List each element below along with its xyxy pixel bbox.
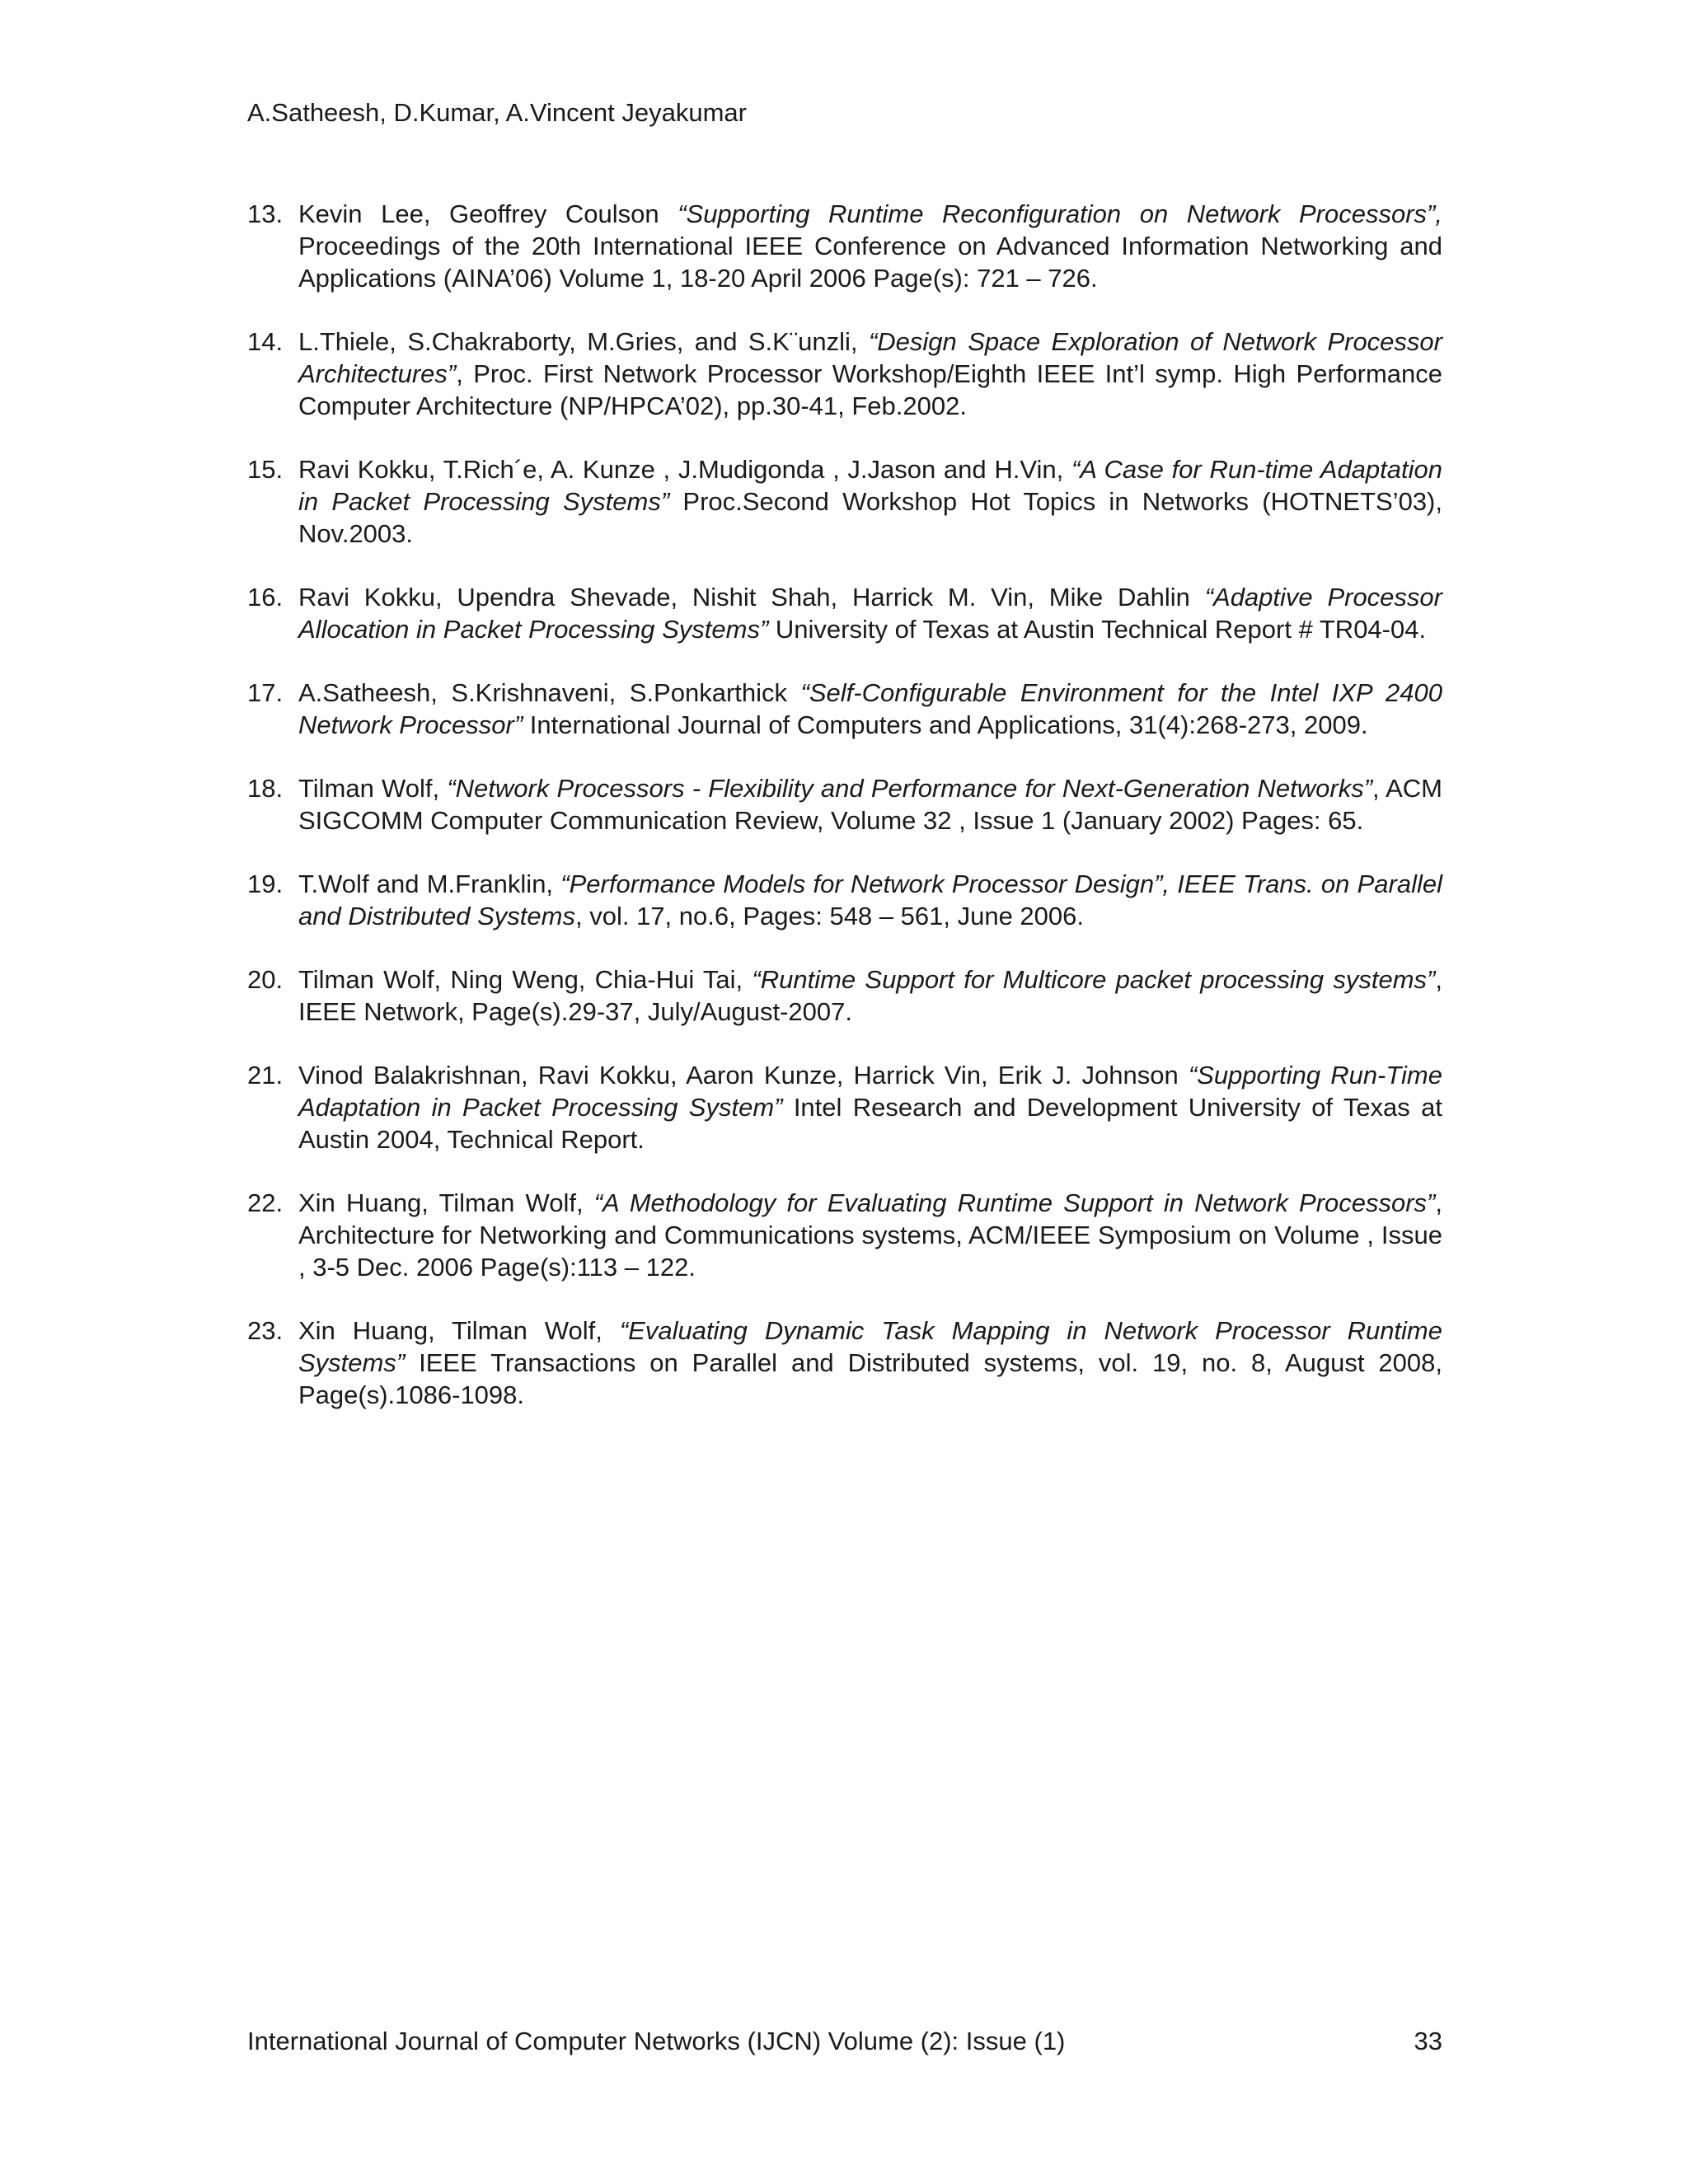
reference-20 (247, 963, 1442, 1028)
reference-23 (247, 1315, 1442, 1411)
reference-source: , ACM SIGCOMM Computer Communication Review, Volume 32 , Issue 1 (January 2002) Pages: 65. (298, 774, 1442, 835)
footer-journal-name: International Journal of Computer Networks (IJCN) Volume (2): Issue (1) (247, 2027, 1066, 2055)
reference-21 (247, 1059, 1442, 1155)
reference-authors: Tilman Wolf, (298, 774, 448, 803)
reference-source: University of Texas at Austin Technical Report # TR04-04. (768, 615, 1427, 644)
reference-number: 18. (247, 774, 284, 803)
reference-authors: Vinod Balakrishnan, Ravi Kokku, Aaron Kunze, Harrick Vin, Erik J. Johnson (298, 1061, 1189, 1090)
reference-number: 19. (247, 869, 284, 898)
reference-title: “Self-Configurable Environment for the Intel IXP 2400 Network Processor” (298, 678, 1442, 739)
reference-authors: Ravi Kokku, T.Rich´e, A. Kunze , J.Mudigonda , J.Jason and H.Vin, (298, 455, 1071, 484)
reference-authors: Xin Huang, Tilman Wolf, (298, 1188, 594, 1217)
reference-17 (247, 677, 1442, 741)
reference-number: 15. (247, 455, 284, 484)
reference-source: IEEE Transactions on Parallel and Distributed systems, vol. 19, no. 8, August 2008, Page(s).1086-1098. (298, 1348, 1442, 1409)
running-header-authors: A.Satheesh, D.Kumar, A.Vincent Jeyakumar (247, 98, 747, 127)
running-footer (247, 2026, 1442, 2057)
reference-source: , Proc. First Network Processor Workshop/Eighth IEEE Int’l symp. High Performance Computer Architecture (NP/HPCA’02), pp.30-41, Feb.2002. (298, 359, 1442, 420)
reference-title: “Network Processors - Flexibility and Performance for Next-Generation Networks” (447, 774, 1373, 803)
reference-13 (247, 198, 1442, 294)
reference-number: 17. (247, 678, 284, 707)
reference-15 (247, 453, 1442, 550)
reference-authors: Tilman Wolf, Ning Weng, Chia-Hui Tai, (298, 965, 753, 994)
reference-title: “A Case for Run-time Adaptation in Packet Processing Systems” (298, 455, 1442, 516)
reference-source: Intel Research and Development University of Texas at Austin 2004, Technical Report. (298, 1093, 1442, 1154)
reference-authors: L.Thiele, S.Chakraborty, M.Gries, and S.K¨unzli, (298, 327, 869, 356)
reference-source: Proc.Second Workshop Hot Topics in Networks (HOTNETS’03), Nov.2003. (298, 487, 1442, 548)
reference-title: “Design Space Exploration of Network Processor Architectures” (298, 327, 1442, 388)
page-number: 33 (1414, 2027, 1442, 2055)
reference-list (247, 198, 1442, 1442)
reference-title: “Evaluating Dynamic Task Mapping in Network Processor Runtime Systems” (298, 1316, 1442, 1377)
reference-number: 22. (247, 1188, 284, 1217)
reference-title: “Performance Models for Network Processor Design”, IEEE Trans. on Parallel and Distributed Systems (298, 869, 1442, 930)
reference-source: International Journal of Computers and Applications, 31(4):268-273, 2009. (523, 710, 1368, 739)
reference-authors: Kevin Lee, Geoffrey Coulson (298, 199, 678, 228)
reference-number: 14. (247, 327, 284, 356)
reference-source: , Architecture for Networking and Communications systems, ACM/IEEE Symposium on Volume , Issue , 3-5 Dec. 2006 Page(s):113 – 122. (298, 1188, 1443, 1282)
reference-number: 23. (247, 1316, 284, 1345)
reference-18 (247, 772, 1442, 837)
reference-source: , vol. 17, no.6, Pages: 548 – 561, June 2006. (574, 902, 1085, 930)
reference-title: “Supporting Runtime Reconfiguration on Network Processors”, (678, 199, 1442, 228)
reference-authors: A.Satheesh, S.Krishnaveni, S.Ponkarthick (298, 678, 801, 707)
reference-authors: Ravi Kokku, Upendra Shevade, Nishit Shah, Harrick M. Vin, Mike Dahlin (298, 583, 1205, 612)
reference-number: 16. (247, 583, 284, 612)
reference-authors: T.Wolf and M.Franklin, (298, 869, 561, 898)
reference-14 (247, 326, 1442, 422)
reference-number: 21. (247, 1061, 284, 1090)
reference-19 (247, 868, 1442, 932)
reference-title: “Supporting Run-Time Adaptation in Packet Processing System” (298, 1061, 1442, 1122)
reference-16 (247, 581, 1442, 645)
reference-source: , IEEE Network, Page(s).29-37, July/August-2007. (298, 965, 1442, 1026)
reference-authors: Xin Huang, Tilman Wolf, (298, 1316, 620, 1345)
reference-title: “A Methodology for Evaluating Runtime Support in Network Processors” (593, 1188, 1436, 1217)
reference-title: “Runtime Support for Multicore packet processing systems” (752, 965, 1436, 994)
reference-title: “Adaptive Processor Allocation in Packet Processing Systems” (298, 583, 1442, 644)
reference-number: 13. (247, 199, 284, 228)
reference-number: 20. (247, 965, 284, 994)
reference-source: Proceedings of the 20th International IEEE Conference on Advanced Information Networking and Applications (AINA’06) Volume 1, 18-20 April 2006 Page(s): 721 – 726. (298, 232, 1442, 293)
reference-22 (247, 1187, 1442, 1283)
